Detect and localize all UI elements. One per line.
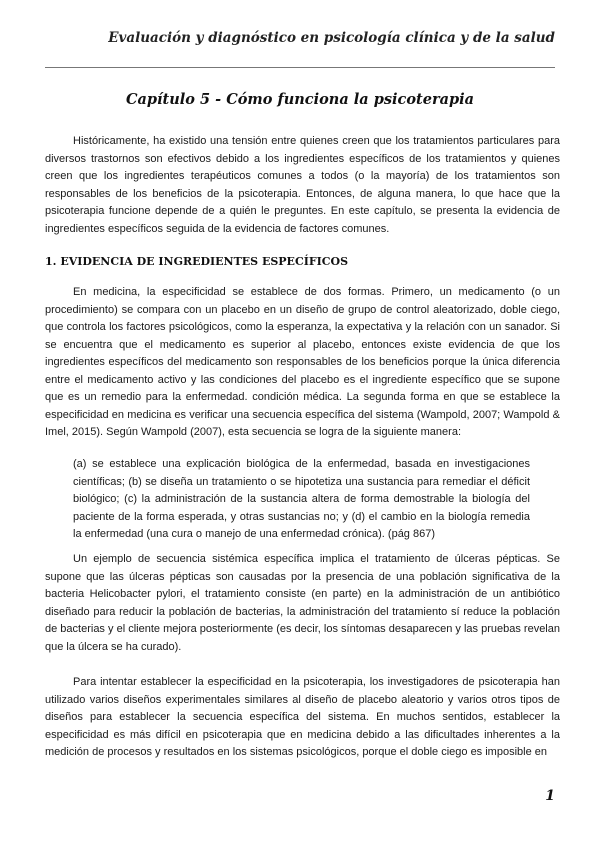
page-number: 1 [545,788,555,804]
chapter-title: Capítulo 5 - Cómo funciona la psicoterapia [125,91,475,108]
paragraph-intro: Históricamente, ha existido una tensión entre quienes creen que los tratamientos particulares para diversos trastornos son efectivos debido a los ingredientes específicos de los tratamientos y quienes creen que los ingredientes terapéuticos comunes a todos (o la mayoría) de los tratamientos son responsables de los beneficios de la psicoterapia. Entonces, de alguna manera, lo que hace que la psicoterapia funcione depende de a quién le preguntes. En este capítulo, se presenta la evidencia de ingredientes específicos seguida de la evidencia de factores comunes. [45,135,560,235]
block-quote: (a) se establece una explicación biológica de la enfermedad, basada en investigaciones científicas; (b) se diseña un tratamiento o se hipotetiza una sustancia para remediar el déficit biológico; (c) la administración de la sustancia altera de forma demostrable la biología del paciente de la forma esperada, y otras sustancias no; y (d) el cambio en la biología remedia la enfermedad (una cura o manejo de una enfermedad crónica). (pág 867) [73,458,530,540]
paragraph-medicine-specificity: En medicina, la especificidad se establece de dos formas. Primero, un medicamento (o un procedimiento) se compara con un placebo en un diseño de grupo de control aleatorizado, doble ciego, que controla los factores psicológicos, como la esperanza, la expectativa y la relación con un sanador. Si se encuentra que el medicamento es superior al placebo, entonces existe evidencia de que los ingredientes específicos del medicamento son responsables de los beneficios porque la única diferencia entre el medicamento activo y las condiciones del placebo es el ingrediente específico que se supone que es un remedio para la enfermedad. condición médica. La segunda forma en que se establece la especificidad en medicina es verificar una secuencia específica del sistema (Wampold, 2007; Wampold & Imel, 2015). Según Wampold (2007), esta secuencia se logra de la siguiente manera: [45,286,560,438]
header-rule [45,67,555,68]
section-heading: 1. EVIDENCIA DE INGREDIENTES ESPECÍFICOS [45,255,349,268]
paragraph-psychotherapy-specificity: Para intentar establecer la especificidad en la psicoterapia, los investigadores de psicoterapia han utilizado varios diseños experimentales similares al diseño de placebo aleatorio y varios otros tipos de diseños para establecer la secuencia específica del sistema. En muchos sentidos, establecer la especificidad es más difícil en psicoterapia que en medicina debido a las dificultades inherentes a la medición de procesos y resultados en los sistemas psicológicos, porque el doble ciego es imposible en [45,676,560,758]
paragraph-ulcer-example: Un ejemplo de secuencia sistémica específica implica el tratamiento de úlceras pépticas. Se supone que las úlceras pépticas son causadas por la presencia de una población significativa de la bacteria Helicobacter pylori, el tratamiento consiste (en parte) en la administración de un antibiótico diseñado para reducir la población de bacterias, la administración del tratamiento sí reduce la población de bacterias y el cliente mejora posteriormente (es decir, los síntomas desaparecen y las pruebas revelan que la úlcera se ha curado). [45,553,560,653]
running-header: Evaluación y diagnóstico en psicología clínica y de la salud [108,30,555,46]
